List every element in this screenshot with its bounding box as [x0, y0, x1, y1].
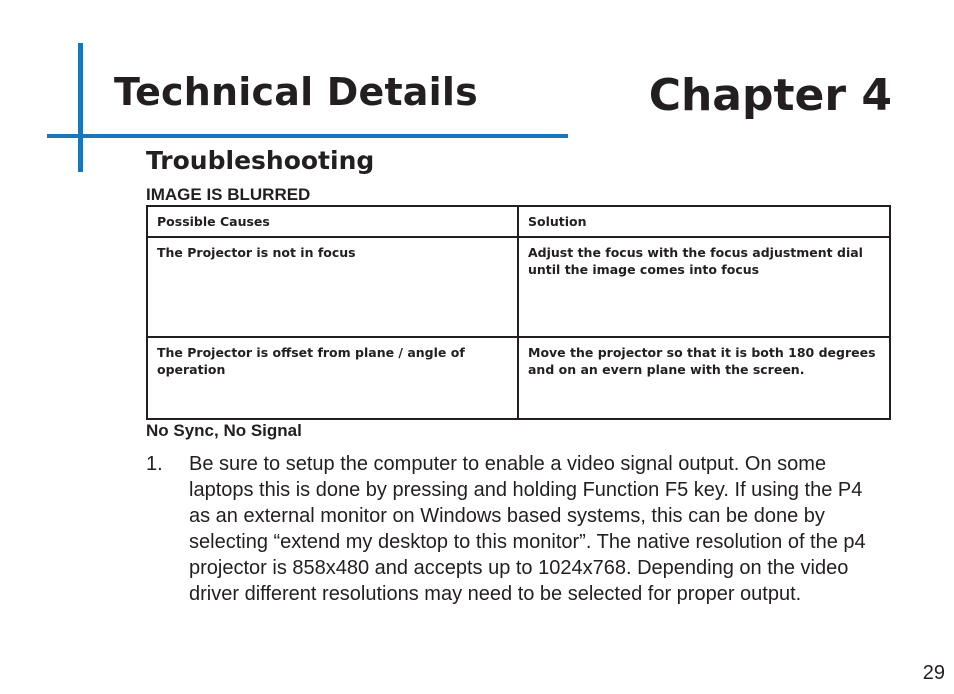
- table-row: [147, 337, 890, 419]
- section-title: Technical Details: [114, 70, 478, 114]
- accent-horizontal-bar: [47, 134, 568, 138]
- cause-cell: The Projector is not in focus: [147, 237, 518, 337]
- no-sync-steps-list: [146, 451, 866, 607]
- step-text: Be sure to setup the computer to enable a video signal output. On some laptops this is done by pressing and holding Function F5 key. If using the P4 as an external monitor on Windows based systems, this can be done by selecting “extend my desktop to this monitor”. The native resolution of the p4 projector is 858x480 and accepts up to 1024x768. Depending on the video driver different resolutions may need to be selected for proper output.: [189, 453, 866, 605]
- solution-cell: Move the projector so that it is both 180 degrees and on an evern plane with the screen.: [518, 337, 890, 419]
- column-header-causes: Possible Causes: [147, 206, 518, 237]
- troubleshooting-table: [146, 205, 891, 420]
- accent-vertical-bar: [78, 43, 83, 172]
- table-header-row: [147, 206, 890, 237]
- issue-heading-no-sync: No Sync, No Signal: [146, 421, 302, 440]
- solution-cell: Adjust the focus with the focus adjustment dial until the image comes into focus: [518, 237, 890, 337]
- list-item: [146, 451, 866, 607]
- cause-cell: The Projector is offset from plane / angle of operation: [147, 337, 518, 419]
- column-header-solution: Solution: [518, 206, 890, 237]
- table-row: [147, 237, 890, 337]
- page-number: 29: [922, 662, 945, 684]
- chapter-title: Chapter 4: [648, 70, 892, 121]
- issue-heading-blurred: IMAGE IS BLURRED: [146, 185, 311, 204]
- page-subtitle: Troubleshooting: [146, 146, 375, 175]
- step-number: 1.: [146, 453, 163, 475]
